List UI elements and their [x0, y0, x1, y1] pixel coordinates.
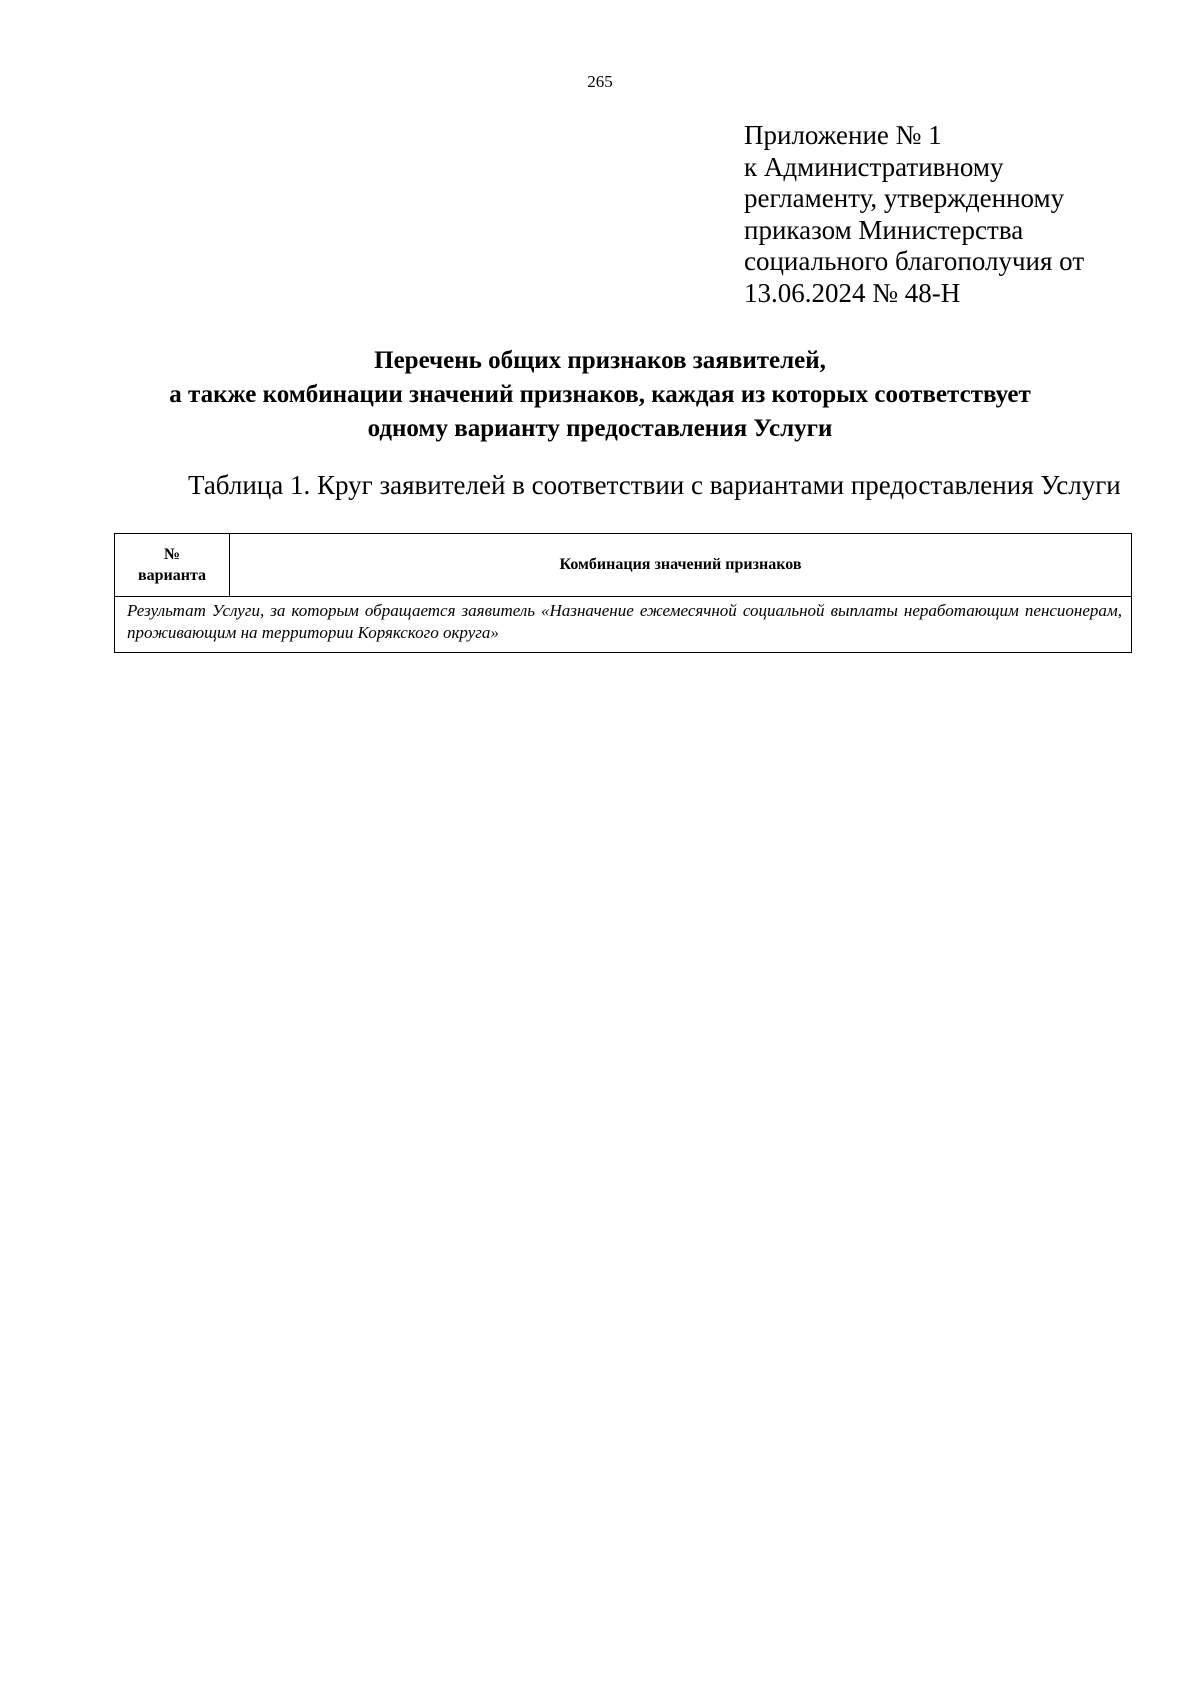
- page-number: 265: [587, 72, 613, 91]
- appendix-line: 13.06.2024 № 48-Н: [744, 277, 961, 308]
- heading-line: Перечень общих признаков заявителей,: [374, 347, 826, 374]
- header-combination: Комбинация значений признаков: [230, 534, 1132, 597]
- table-header-row: [115, 534, 1132, 597]
- appendix-line: Приложение № 1: [744, 120, 942, 150]
- applicants-table: [114, 533, 1132, 653]
- result-cell: Результат Услуги, за которым обращается заявитель «Назначение ежемесячной социальной выплаты неработающим пенсионерам, проживающим на территории Корякского округа»: [115, 597, 1132, 653]
- appendix-line: приказом Министерства: [744, 214, 1024, 245]
- table-row: [115, 597, 1132, 653]
- appendix-line: регламенту, утвержденному: [744, 183, 1065, 213]
- heading-line: а также комбинации значений признаков, каждая из которых соответствует: [169, 381, 1031, 408]
- table-caption: Таблица 1. Круг заявителей в соответствии с вариантами предоставления Услуги: [188, 470, 1121, 500]
- appendix-block: [744, 120, 1164, 309]
- appendix-line: социального благополучия от: [744, 246, 1085, 276]
- appendix-line: к Административному: [744, 151, 1004, 182]
- document-heading: [100, 344, 1100, 446]
- heading-line: одному варианту предоставления Услуги: [367, 415, 833, 442]
- header-num-label: варианта: [137, 567, 207, 584]
- header-num-symbol: №: [163, 546, 181, 563]
- header-variant-number: [115, 534, 230, 597]
